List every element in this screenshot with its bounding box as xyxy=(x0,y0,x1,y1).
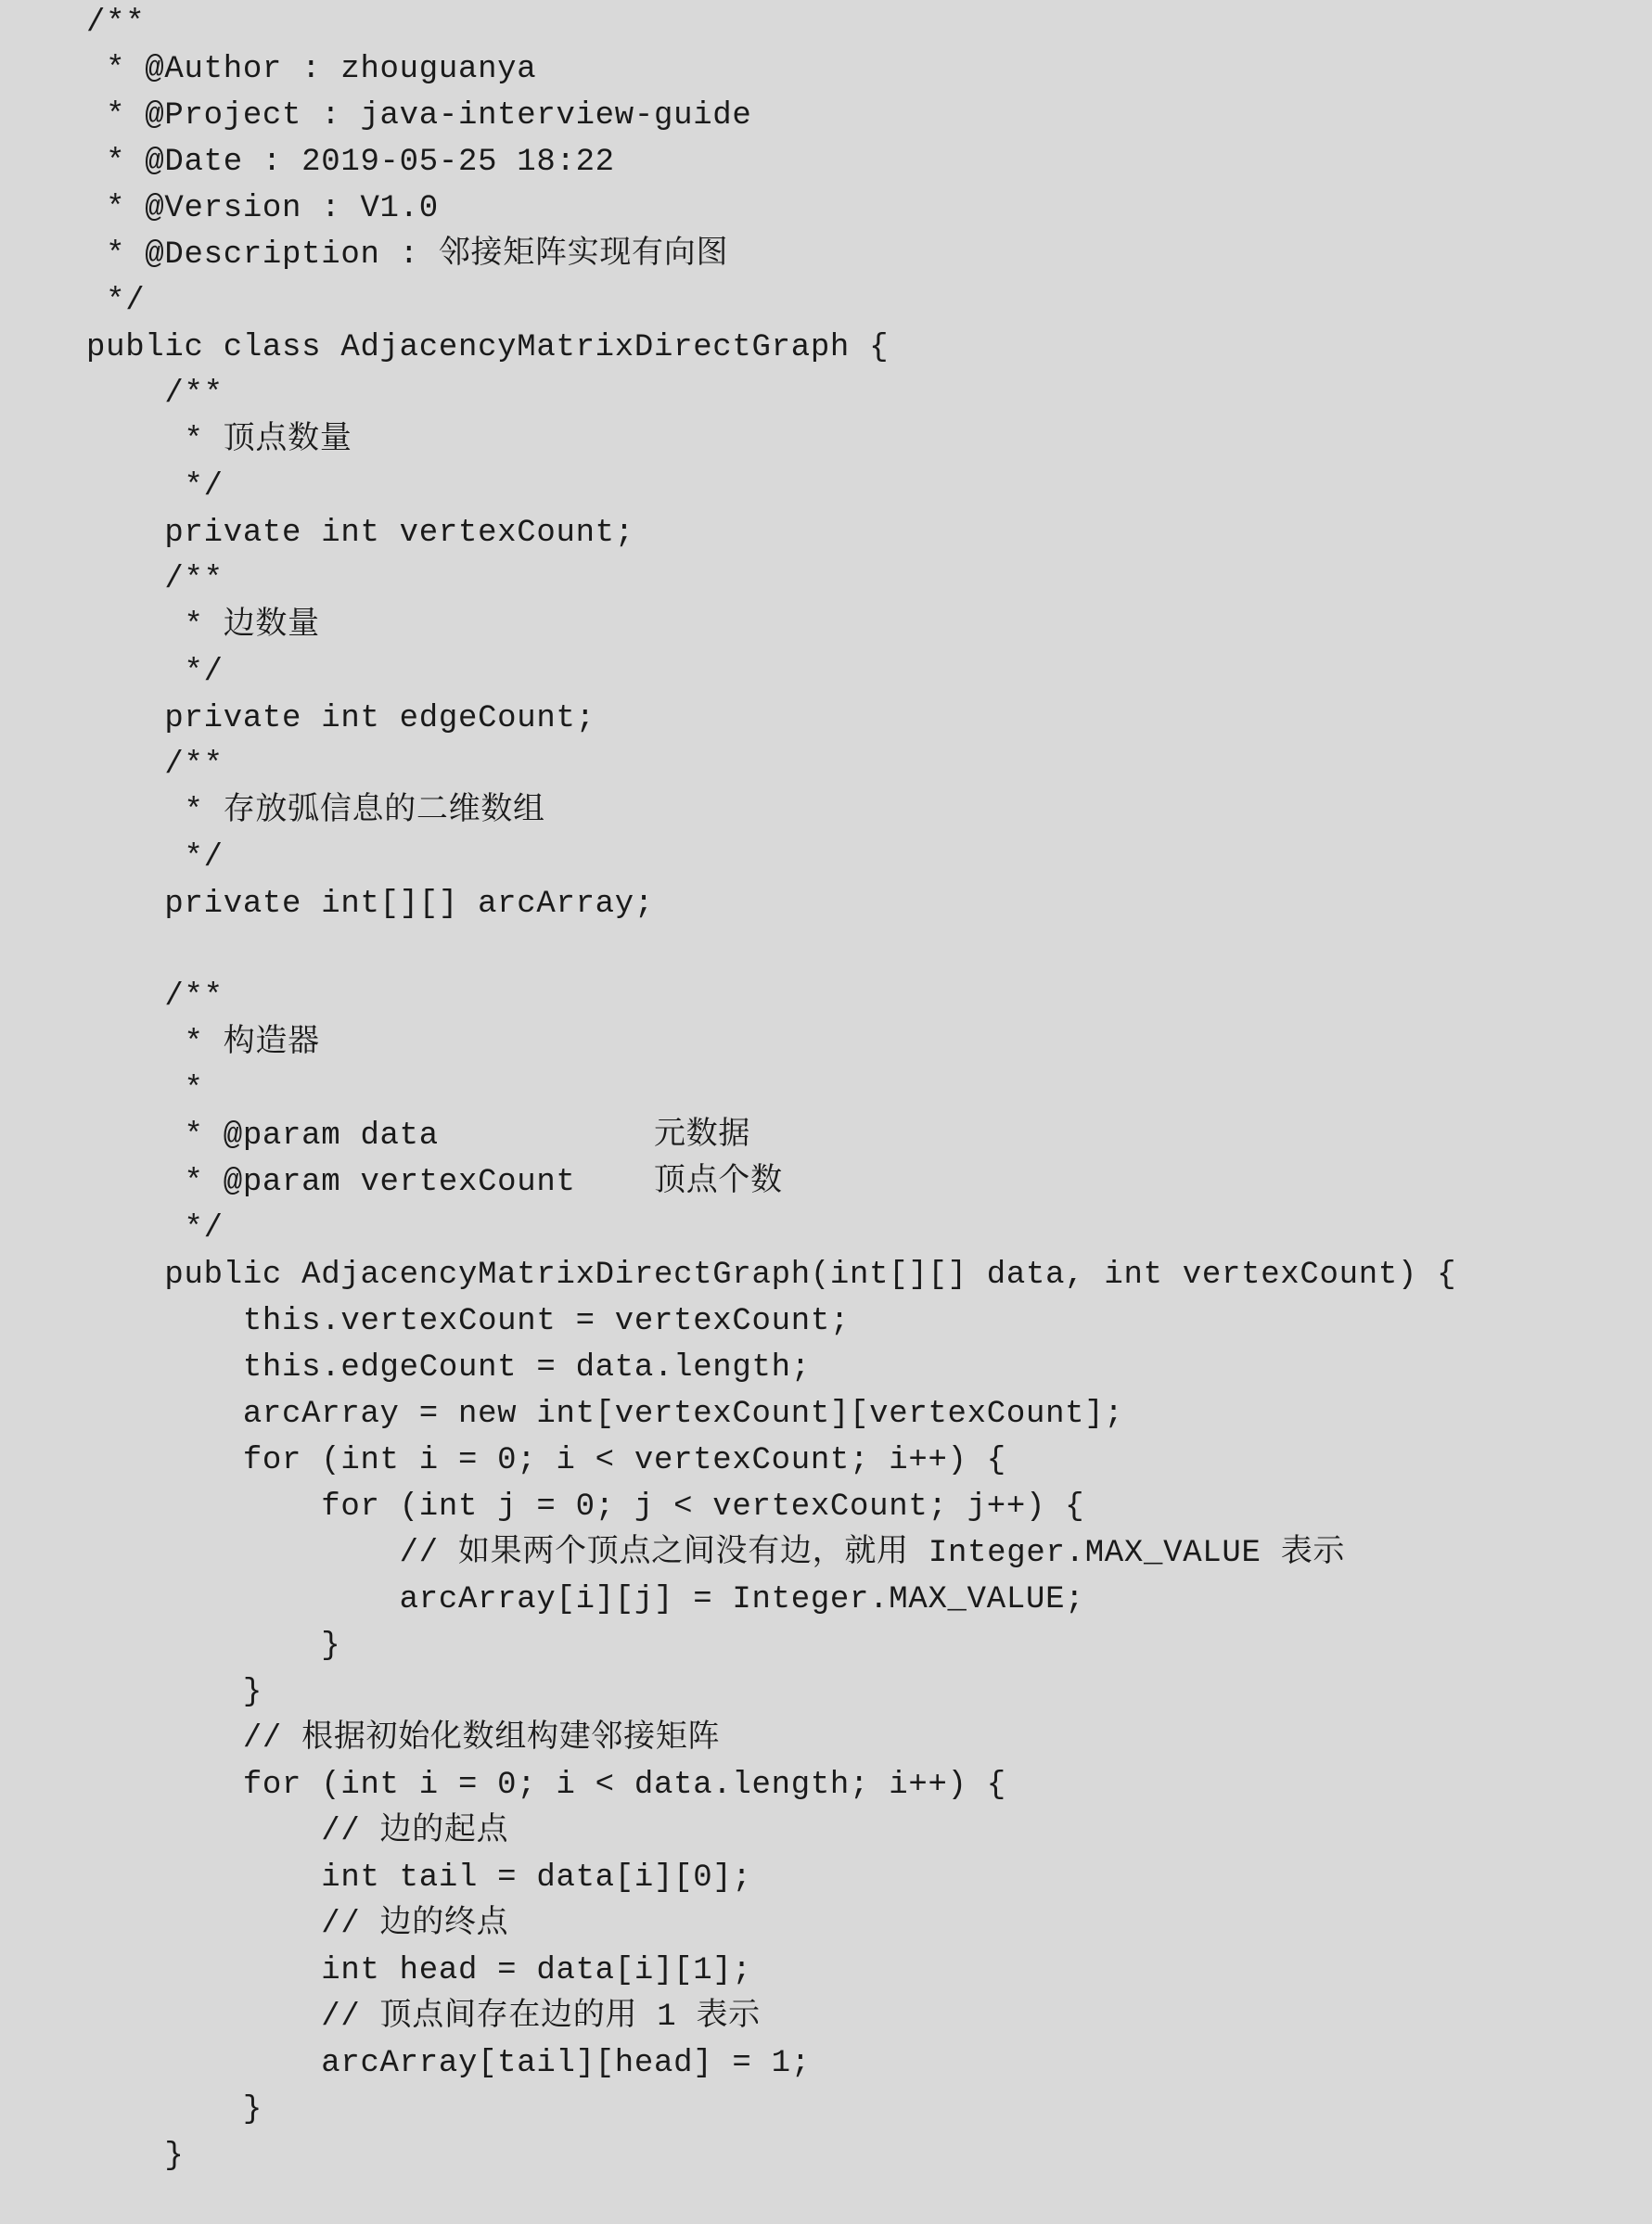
code-line: * 构造器 xyxy=(86,1026,320,1061)
code-line: private int vertexCount; xyxy=(86,516,634,551)
code-line: /** xyxy=(86,979,224,1015)
code-line: public AdjacencyMatrixDirectGraph(int[][] data, int vertexCount) { xyxy=(86,1258,1457,1293)
code-line: public class AdjacencyMatrixDirectGraph { xyxy=(86,330,890,365)
code-line: arcArray[i][j] = Integer.MAX_VALUE; xyxy=(86,1582,1085,1617)
code-line: * @param vertexCount 顶点个数 xyxy=(86,1165,783,1200)
code-line: // 边的起点 xyxy=(86,1814,509,1849)
code-line: this.edgeCount = data.length; xyxy=(86,1350,811,1386)
code-line: arcArray = new int[vertexCount][vertexCount]; xyxy=(86,1397,1124,1432)
code-line: for (int i = 0; i < data.length; i++) { xyxy=(86,1768,1006,1803)
code-line: * @Project : java-interview-guide xyxy=(86,98,752,134)
code-line: // 根据初始化数组构建邻接矩阵 xyxy=(86,1721,721,1757)
code-line: this.vertexCount = vertexCount; xyxy=(86,1304,851,1339)
code-line: // 顶点间存在边的用 1 表示 xyxy=(86,2000,761,2035)
code-line: } xyxy=(86,1675,263,1710)
code-line: */ xyxy=(86,469,224,505)
code-line: arcArray[tail][head] = 1; xyxy=(86,2046,811,2081)
code-line: * @Description : 邻接矩阵实现有向图 xyxy=(86,237,729,273)
code-line: * @Date : 2019-05-25 18:22 xyxy=(86,145,615,180)
code-line: int tail = data[i][0]; xyxy=(86,1860,752,1896)
code-line: /** xyxy=(86,562,224,597)
code-line: * @Version : V1.0 xyxy=(86,191,439,226)
code-line: for (int j = 0; j < vertexCount; j++) { xyxy=(86,1489,1085,1525)
code-line: private int edgeCount; xyxy=(86,701,595,736)
code-line: /** xyxy=(86,377,224,412)
code-line: * @param data 元数据 xyxy=(86,1118,751,1154)
code-line: int head = data[i][1]; xyxy=(86,1953,752,1988)
code-line: /** xyxy=(86,6,146,41)
code-line: private int[][] arcArray; xyxy=(86,887,654,922)
code-line: * 存放弧信息的二维数组 xyxy=(86,794,545,829)
code-line: * xyxy=(86,1072,204,1107)
code-line: /** xyxy=(86,748,224,783)
code-line: * 顶点数量 xyxy=(86,423,352,458)
code-line: // 边的终点 xyxy=(86,1907,509,1942)
code-line: * 边数量 xyxy=(86,608,320,644)
code-line: } xyxy=(86,1629,341,1664)
code-line: } xyxy=(86,2139,185,2174)
code-line: */ xyxy=(86,1211,224,1246)
code-line: * @Author : zhouguanya xyxy=(86,52,537,87)
code-line: // 如果两个顶点之间没有边，就用 Integer.MAX_VALUE 表示 xyxy=(86,1536,1346,1571)
code-line: */ xyxy=(86,284,146,319)
code-line: for (int i = 0; i < vertexCount; i++) { xyxy=(86,1443,1006,1478)
code-line: */ xyxy=(86,840,224,876)
code-line: */ xyxy=(86,655,224,690)
code-line: } xyxy=(86,2092,263,2128)
